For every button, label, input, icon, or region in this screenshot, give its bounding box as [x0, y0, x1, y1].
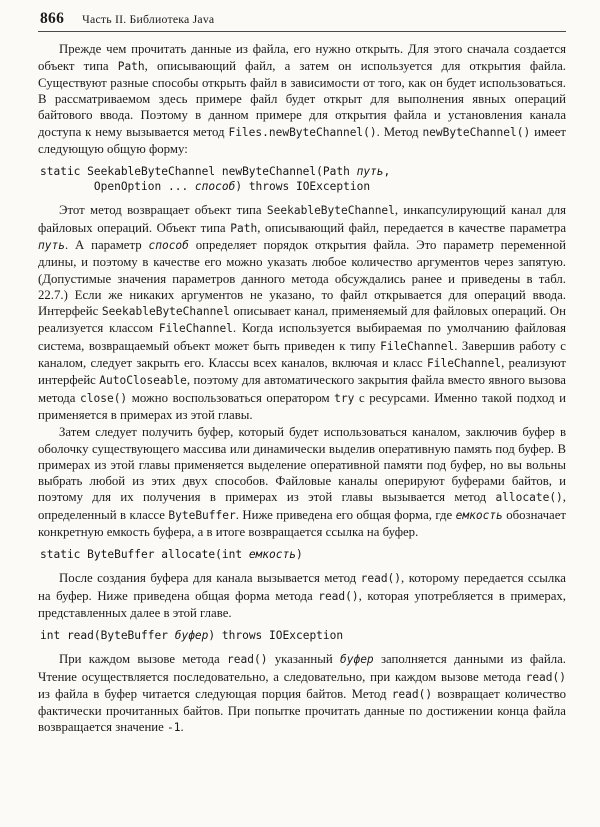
- inline-code: FileChannel: [380, 339, 455, 353]
- paragraph: При каждом вызове метода read() указанный буфер заполняется данными из файла. Чтение осуществляется последовательно, а следовательно, при каждом вызове метода read() из файла в буфер читается следующая порция байтов. Метод read() возвращает количество фактически прочитанных байтов. При попытке прочитать данные по достижении конца файла возвращается значение -1.: [38, 652, 566, 735]
- param-name: емкость: [455, 508, 503, 522]
- inline-code: newByteChannel(): [422, 125, 531, 139]
- param-name: путь: [38, 238, 65, 252]
- inline-code: SeekableByteChannel: [101, 305, 230, 319]
- paragraph: Затем следует получить буфер, который будет использоваться каналом, заключив буфер в оболочку существующего массива или динамически выделив оперативную память под буфер. В примерах из этой главы применяется выделение оперативной памяти под буфер, но вы вольны выбрать любой из этих двух способов. Файловые каналы оперируют буферами байтов, и поэтому для их получения в примерах из этой главы вызывается метод allocate(), определенный в классе ByteBuffer. Ниже приведена его общая форма, где емкость обозначает конкретную емкость буфера, а в итоге возвращается ссылка на буфер.: [38, 425, 566, 540]
- param-name: емкость: [248, 548, 296, 562]
- param-name: буфер: [339, 653, 374, 667]
- inline-code: allocate(): [495, 491, 563, 505]
- param-name: путь: [356, 165, 384, 179]
- inline-code: FileChannel: [426, 357, 502, 371]
- paragraph: Этот метод возвращает объект типа SeekableByteChannel, инкапсулирующий канал для файловых операций. Объект типа Path, описывающий файл, передается в качестве параметра путь. А параметр способ определяет порядок открытия файла. Это параметр переменной длины, и поэтому в качестве его можно указать любое количество аргументов через запятую. (Допустимые значения параметров данного метода обсуждались ранее и приведены в табл. 22.7.) Если же никаких аргументов не указано, то файл открывается для операций ввода. Интерфейс SeekableByteChannel описывает канал, применяемый для файловых операций. Он реализуется классом FileChannel. Когда используется выбираемая по умолчанию файловая система, возвращаемый объект может быть приведен к типу FileChannel. Завершив работу с каналом, следует закрыть его. Классы всех каналов, включая и класс FileChannel, реализуют интерфейс AutoCloseable, поэтому для автоматического закрытия файла вместо явного вызова метода close() можно воспользоваться оператором try с ресурсами. Именно такой подход и применяется в примерах из этой главы.: [38, 203, 567, 422]
- inline-code: read(): [227, 653, 268, 667]
- inline-code: AutoCloseable: [99, 374, 187, 388]
- inline-code: read(): [318, 589, 359, 603]
- code-block: static SeekableByteChannel newByteChannel(Path путь, OpenOption ... способ) throws IOException: [40, 165, 391, 194]
- inline-code: Path: [117, 59, 145, 73]
- inline-code: try: [334, 391, 355, 405]
- header-rule: [38, 31, 566, 32]
- param-name: способ: [148, 238, 189, 252]
- param-name: буфер: [174, 629, 209, 643]
- code-block: static ByteBuffer allocate(int емкость): [40, 548, 303, 562]
- inline-code: ByteBuffer: [168, 508, 236, 522]
- inline-code: -1: [167, 721, 181, 735]
- inline-code: read(): [360, 572, 402, 586]
- inline-code: FileChannel: [158, 322, 233, 336]
- inline-code: SeekableByteChannel: [266, 204, 395, 218]
- page-body: [38, 41, 566, 736]
- running-title: Часть II. Библиотека Java: [82, 12, 215, 26]
- inline-code: close(): [80, 391, 128, 405]
- paragraph: После создания буфера для канала вызывается метод read(), которому передается ссылка на буфер. Ниже приведена общая форма метода read(), которая употребляется в примерах, представленных далее в этой главе.: [38, 571, 567, 620]
- param-name: способ: [194, 180, 236, 194]
- inline-code: Path: [230, 221, 258, 235]
- paragraph: Прежде чем прочитать данные из файла, его нужно открыть. Для этого сначала создается объект типа Path, описывающий файл, а затем он используется для открытия файла. Существуют разные способы открыть файл в зависимости от того, как он будет использоваться. В рассматриваемом здесь примере файл будет открыт для выполнения явных операций байтового ввода. Поэтому в данном примере для открытия файла и установления канала доступа к нему вызывается метод Files.newByteChannel(). Метод newByteChannel() имеет следующую общую форму:: [38, 42, 566, 157]
- inline-code: read(): [525, 670, 566, 684]
- inline-code: read(): [391, 687, 433, 701]
- inline-code: Files.newByteChannel(): [228, 125, 377, 139]
- code-block: int read(ByteBuffer буфер) throws IOException: [40, 629, 344, 643]
- page-number: 866: [40, 10, 65, 27]
- page-header: [38, 11, 566, 31]
